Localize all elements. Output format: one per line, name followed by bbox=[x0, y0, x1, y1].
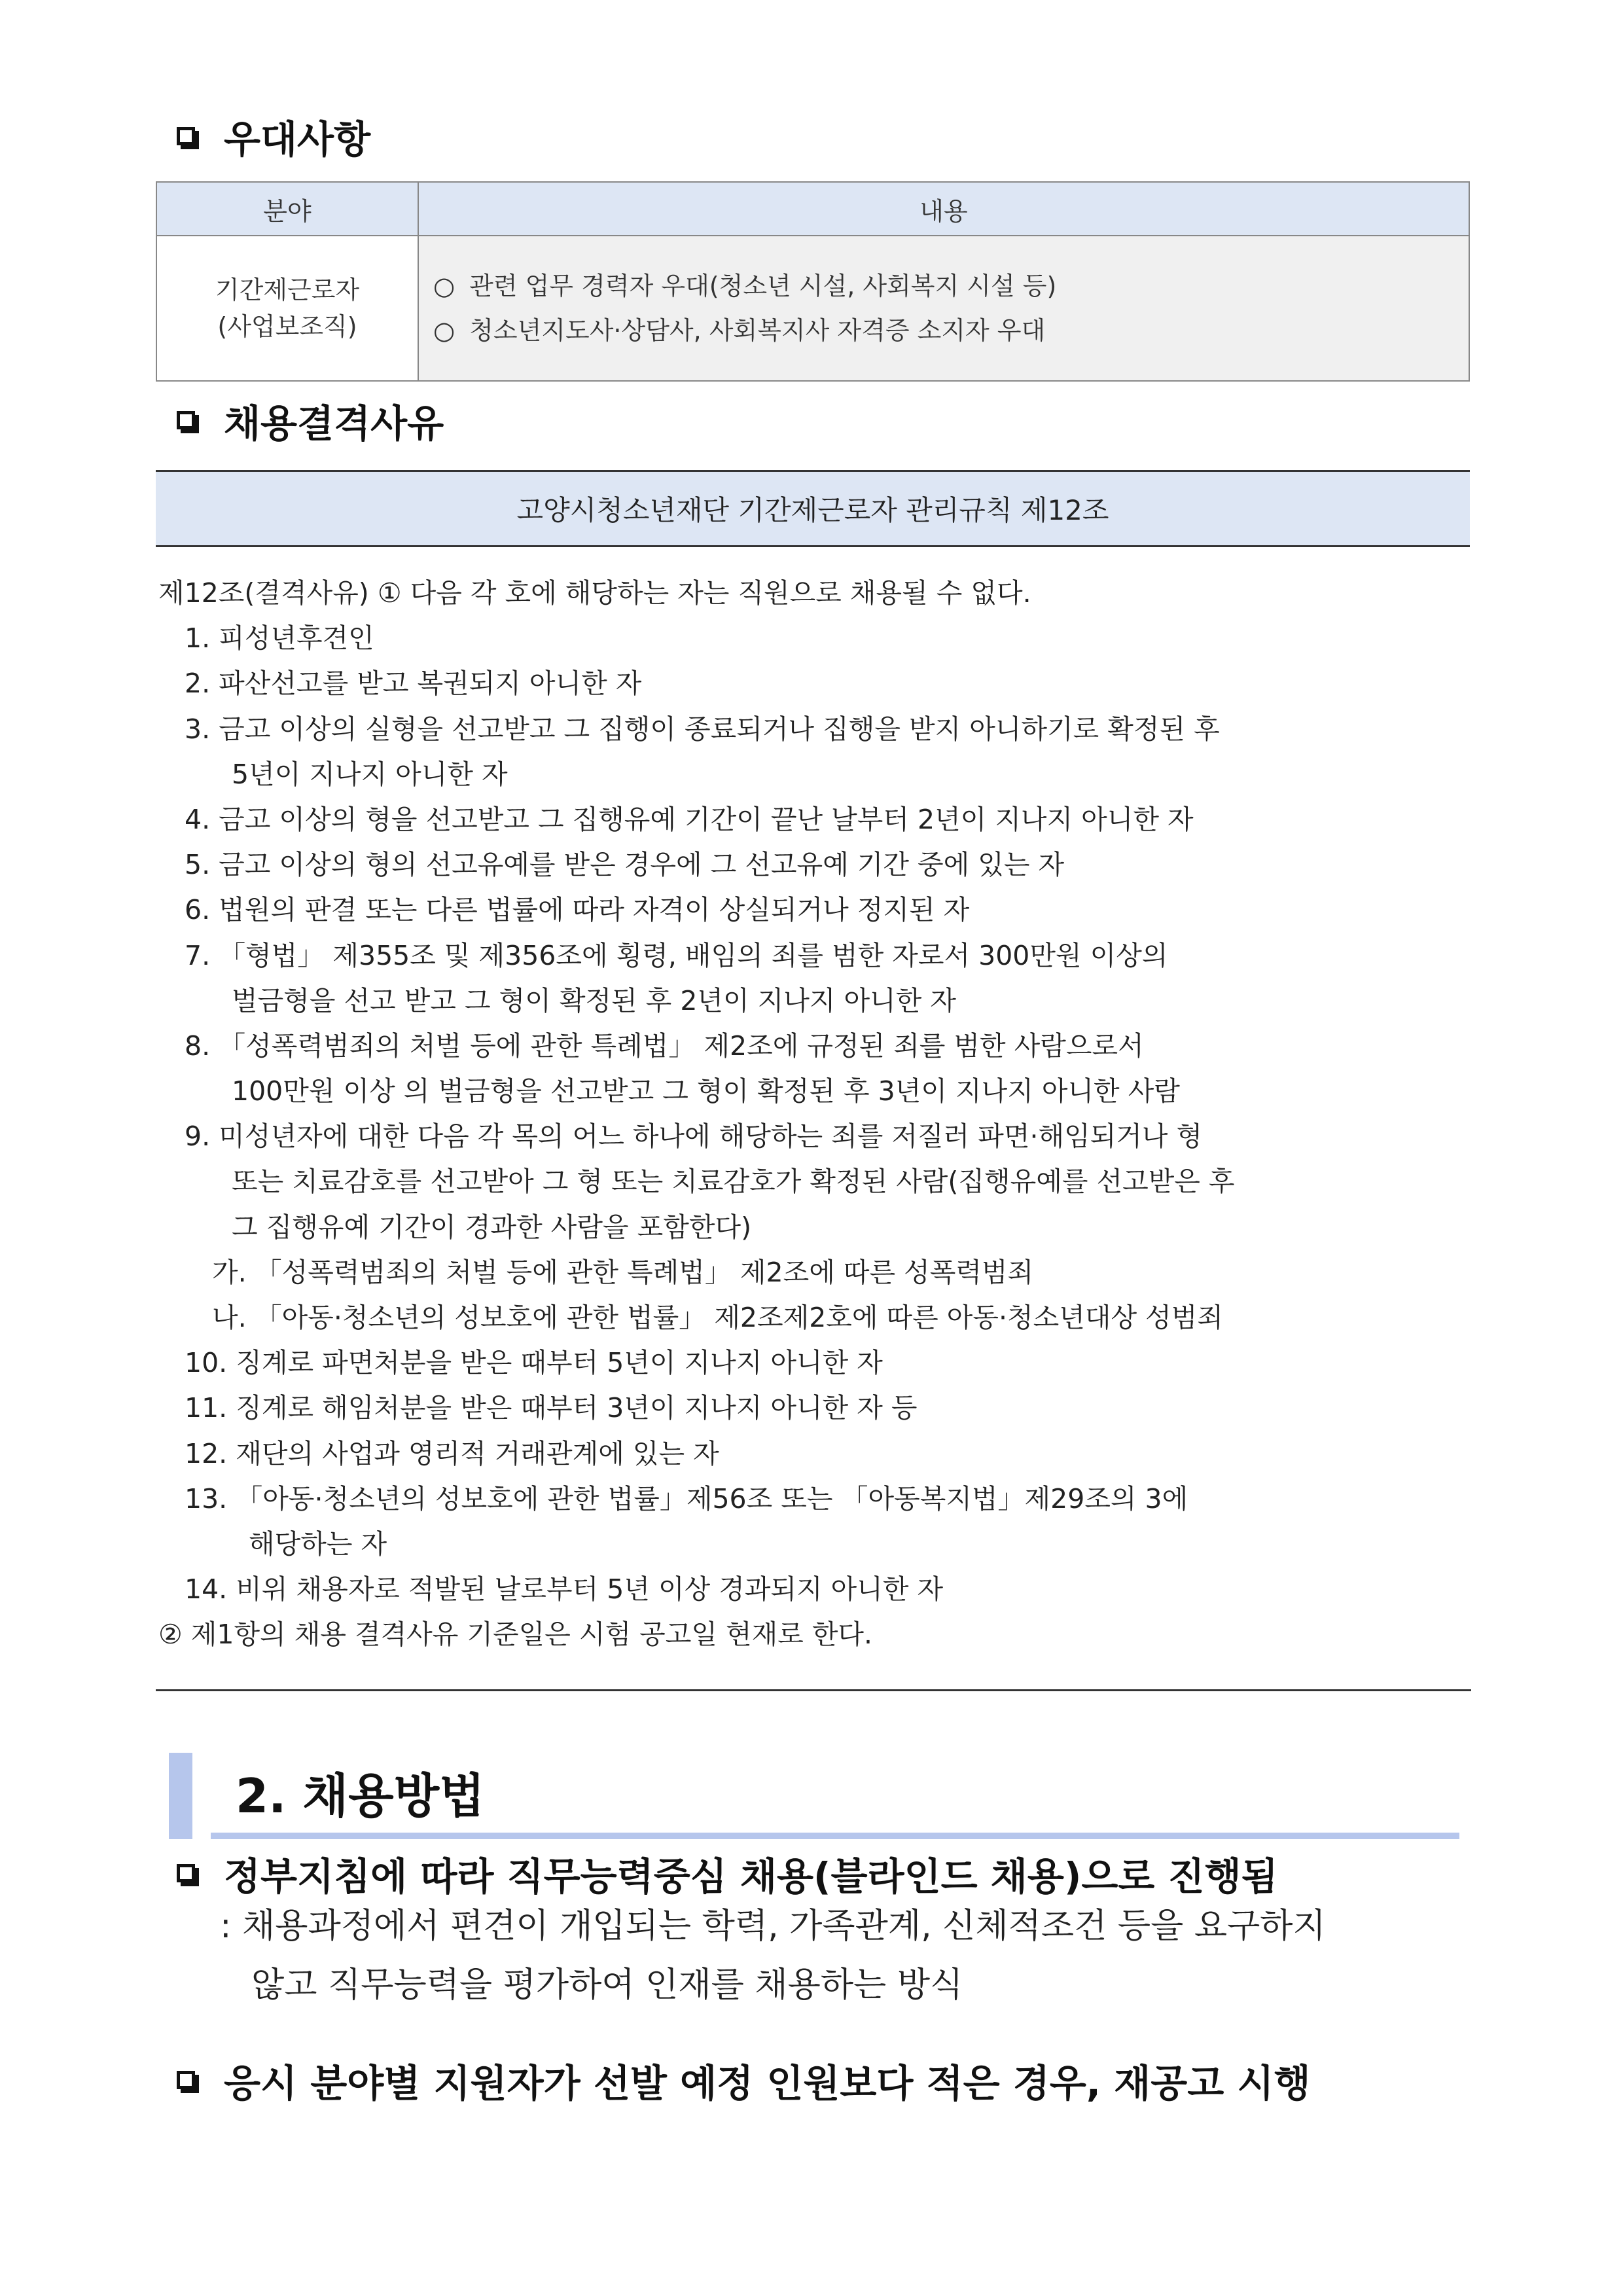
square-bullet-icon bbox=[177, 411, 195, 429]
article-intro: 제12조(결격사유) ① 다음 각 호에 해당하는 자는 직원으로 채용될 수 없다. bbox=[158, 577, 1031, 609]
article-line: 6. 법원의 판결 또는 다른 법률에 따라 자격이 상실되거나 정지된 자 bbox=[185, 894, 970, 926]
table-row bbox=[156, 236, 1469, 381]
method-heading-2 bbox=[177, 2053, 1311, 2108]
article-line: 10. 징계로 파면처분을 받은 때부터 5년이 지나지 아니한 자 bbox=[185, 1347, 883, 1379]
method-description-line-2: 않고 직무능력을 평가하여 인재를 채용하는 방식 bbox=[251, 1965, 963, 2005]
chapter-underline bbox=[211, 1833, 1459, 1839]
article-line: 11. 징계로 해임처분을 받은 때부터 3년이 지나지 아니한 자 등 bbox=[185, 1392, 918, 1424]
article-line: 그 집행유예 기간이 경과한 사람을 포함한다) bbox=[232, 1211, 752, 1243]
article-line: 5. 금고 이상의 형의 선고유예를 받은 경우에 그 선고유예 기간 중에 있는 자 bbox=[185, 849, 1065, 881]
article-line: ② 제1항의 채용 결격사유 기준일은 시험 공고일 현재로 한다. bbox=[158, 1619, 873, 1651]
circle-bullet-icon: ○ bbox=[433, 272, 455, 300]
article-line: 8. 「성폭력범죄의 처벌 등에 관한 특례법」 제2조에 규정된 죄를 범한 사람으로서 bbox=[185, 1030, 1144, 1062]
square-bullet-icon bbox=[177, 2071, 195, 2089]
disqualification-heading bbox=[177, 393, 444, 448]
disqualification-heading-text: 채용결격사유 bbox=[224, 401, 444, 446]
category-line-2: (사업보조직) bbox=[217, 312, 357, 341]
benefits-heading bbox=[177, 109, 370, 164]
method-heading-1-text: 정부지침에 따라 직무능력중심 채용(블라인드 채용)으로 진행됨 bbox=[224, 1854, 1278, 1899]
article-lines bbox=[158, 616, 1474, 1657]
article-line: 또는 치료감호를 선고받아 그 형 또는 치료감호가 확정된 사람(집행유예를 선고받은 후 bbox=[232, 1166, 1235, 1198]
regulation-banner: 고양시청소년재단 기간제근로자 관리규칙 제12조 bbox=[156, 470, 1470, 547]
section-divider bbox=[156, 1689, 1471, 1691]
article-line: 가. 「성폭력범죄의 처벌 등에 관한 특례법」 제2조에 따른 성폭력범죄 bbox=[212, 1256, 1034, 1288]
benefits-heading-text: 우대사항 bbox=[224, 117, 371, 162]
benefits-table bbox=[156, 181, 1470, 382]
article-line: 1. 피성년후견인 bbox=[185, 622, 374, 655]
benefit-item-1: 관련 업무 경력자 우대(청소년 시설, 사회복지 시설 등) bbox=[469, 272, 1057, 300]
article-line: 4. 금고 이상의 형을 선고받고 그 집행유예 기간이 끝난 날부터 2년이 지나지 아니한 자 bbox=[185, 803, 1194, 835]
chapter-title: 2. 채용방법 bbox=[236, 1768, 485, 1823]
category-cell bbox=[156, 236, 418, 381]
article-line: 벌금형을 선고 받고 그 형이 확정된 후 2년이 지나지 아니한 자 bbox=[232, 984, 956, 1016]
method-description-line-1: : 채용과정에서 편견이 개입되는 학력, 가족관계, 신체적조건 등을 요구하지 bbox=[220, 1907, 1326, 1946]
method-heading-2-text: 응시 분야별 지원자가 선발 예정 인원보다 적은 경우, 재공고 시행 bbox=[224, 2061, 1311, 2106]
article-line: 7. 「형법」 제355조 및 제356조에 횡령, 배임의 죄를 범한 자로서 300만원 이상의 bbox=[185, 939, 1168, 971]
article-line: 해당하는 자 bbox=[249, 1528, 387, 1560]
chapter-accent-bar bbox=[169, 1753, 192, 1839]
article-line: 2. 파산선고를 받고 복권되지 아니한 자 bbox=[185, 668, 642, 700]
header-field: 분야 bbox=[156, 182, 418, 236]
content-cell bbox=[418, 236, 1469, 381]
header-content: 내용 bbox=[418, 182, 1469, 236]
article-12 bbox=[158, 571, 1474, 1658]
category-line-1: 기간제근로자 bbox=[215, 276, 360, 304]
circle-bullet-icon: ○ bbox=[433, 316, 455, 345]
square-bullet-icon bbox=[177, 1864, 195, 1882]
article-line: 100만원 이상 의 벌금형을 선고받고 그 형이 확정된 후 3년이 지나지 아니한 사람 bbox=[232, 1075, 1180, 1107]
list-item bbox=[433, 264, 1468, 308]
article-line: 13. 「아동·청소년의 성보호에 관한 법률」제56조 또는 「아동복지법」제29조의 3에 bbox=[185, 1482, 1188, 1515]
benefits-table-header-row bbox=[156, 182, 1469, 236]
method-heading-1 bbox=[177, 1846, 1278, 1901]
square-bullet-icon bbox=[177, 127, 195, 145]
article-line: 5년이 지나지 아니한 자 bbox=[232, 758, 508, 790]
article-line: 14. 비위 채용자로 적발된 날로부터 5년 이상 경과되지 아니한 자 bbox=[185, 1573, 944, 1605]
article-line: 3. 금고 이상의 실형을 선고받고 그 집행이 종료되거나 집행을 받지 아니하기로 확정된 후 bbox=[185, 713, 1220, 745]
article-line: 나. 「아동·청소년의 성보호에 관한 법률」 제2조제2호에 따른 아동·청소년대상 성범죄 bbox=[212, 1302, 1223, 1333]
article-line: 9. 미성년자에 대한 다음 각 목의 어느 하나에 해당하는 죄를 저질러 파면·해임되거나 형 bbox=[185, 1121, 1203, 1153]
list-item bbox=[433, 308, 1468, 353]
benefit-item-2: 청소년지도사·상담사, 사회복지사 자격증 소지자 우대 bbox=[469, 316, 1046, 345]
article-line: 12. 재단의 사업과 영리적 거래관계에 있는 자 bbox=[185, 1437, 719, 1469]
